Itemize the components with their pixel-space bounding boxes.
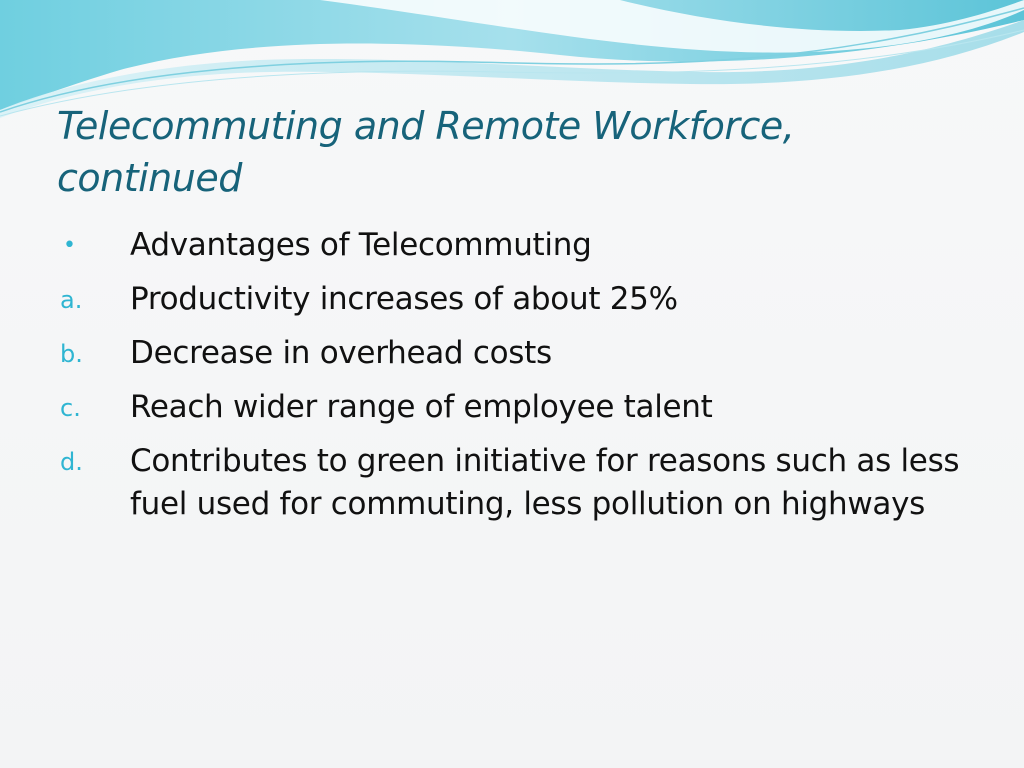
- list-item-text: Advantages of Telecommuting: [130, 227, 592, 263]
- list-marker-b: b.: [60, 340, 83, 368]
- slide-title: [57, 100, 957, 204]
- title-line-1: Telecommuting and Remote Workforce,: [57, 104, 795, 148]
- list-item-text: Decrease in overhead costs: [130, 335, 552, 371]
- list-item-text: Reach wider range of employee talent: [130, 389, 713, 425]
- list-item-advantages: [60, 224, 960, 268]
- list-item-text: Productivity increases of about 25%: [130, 281, 678, 317]
- content-list: [60, 224, 960, 536]
- list-item-c: [60, 386, 960, 430]
- list-item-b: [60, 332, 960, 376]
- list-marker-c: c.: [60, 394, 81, 422]
- list-marker-d: d.: [60, 448, 83, 476]
- list-marker-a: a.: [60, 286, 83, 314]
- list-item-a: [60, 278, 960, 322]
- bullet-marker: •: [63, 233, 76, 258]
- title-line-2: continued: [57, 156, 242, 200]
- list-item-d: [60, 440, 960, 526]
- list-item-text: Contributes to green initiative for reasons such as less fuel used for commuting, less pollution on highways: [130, 443, 960, 522]
